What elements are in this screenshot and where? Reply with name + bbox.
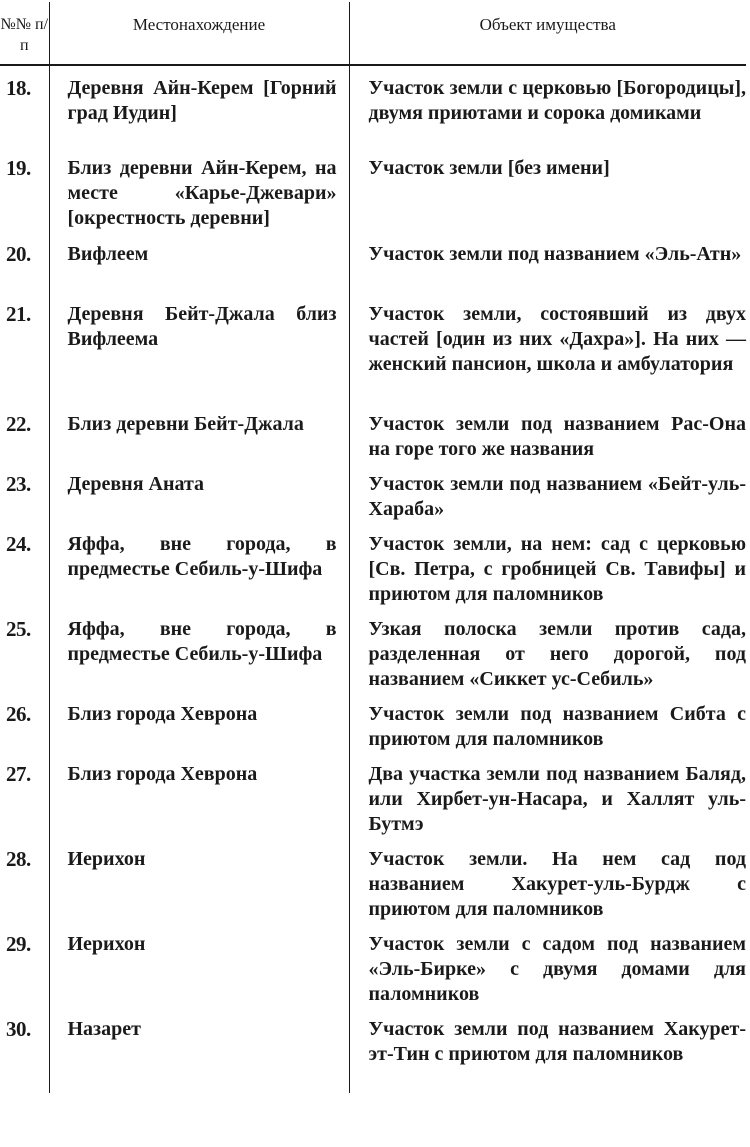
table-row	[0, 837, 746, 922]
property-table	[0, 2, 746, 1093]
table-row	[0, 692, 746, 752]
row-number: 23.	[0, 462, 49, 522]
row-number: 30.	[0, 1007, 49, 1093]
row-location: Деревня Айн-Керем [Горний град Иудин]	[49, 65, 349, 146]
row-object: Участок земли под названием Рас-Она на горе того же названия	[368, 413, 746, 460]
table-row	[0, 752, 746, 837]
row-location: Назарет	[49, 1007, 349, 1093]
table-row	[0, 65, 746, 146]
row-location: Яффа, вне города, в предместье Себиль-у-Шифа	[49, 607, 349, 692]
row-number: 29.	[0, 922, 49, 1007]
row-location: Вифлеем	[49, 232, 349, 292]
row-location: Деревня Бейт-Джала близ Вифлеема	[49, 292, 349, 402]
row-object: Участок земли с церковью [Богородицы], двумя приютами и сорока домиками	[368, 77, 746, 124]
table-row	[0, 1007, 746, 1093]
table-row	[0, 522, 746, 607]
table-row	[0, 232, 746, 292]
header-location: Местонахождение	[49, 2, 349, 65]
row-object: Участок земли. На нем сад под названием Хакурет-уль-Бурдж с приютом для паломников	[368, 848, 746, 920]
row-object: Участок земли под названием «Эль-Атн»	[368, 243, 742, 265]
row-object: Участок земли с садом под названием «Эль-Бирке» с двумя домами для паломников	[368, 933, 746, 1005]
row-number: 18.	[0, 65, 49, 146]
table-row	[0, 146, 746, 232]
row-location: Близ города Хеврона	[49, 752, 349, 837]
row-location: Иерихон	[49, 837, 349, 922]
row-location: Близ деревни Айн-Керем, на месте «Карье-Джевари» [окрестность деревни]	[49, 146, 349, 232]
table-body	[0, 65, 746, 1093]
row-object: Участок земли [без имени]	[368, 157, 610, 179]
header-row	[0, 2, 746, 65]
table-row	[0, 922, 746, 1007]
table-row	[0, 292, 746, 402]
row-number: 21.	[0, 292, 49, 402]
row-object: Участок земли под названием Хакурет-эт-Тин с приютом для паломников	[368, 1018, 746, 1065]
row-location: Деревня Аната	[49, 462, 349, 522]
row-number: 22.	[0, 402, 49, 462]
row-number: 26.	[0, 692, 49, 752]
table-header	[0, 2, 746, 65]
row-location: Близ города Хеврона	[49, 692, 349, 752]
row-object: Узкая полоска земли против сада, разделенная от него дорогой, под названием «Сиккет ус-Себиль»	[368, 618, 746, 690]
row-object: Два участка земли под названием Баляд, или Хирбет-ун-Насара, и Халлят уль-Бутмэ	[368, 763, 746, 835]
header-object: Объект имущества	[349, 2, 746, 65]
table-row	[0, 607, 746, 692]
row-number: 19.	[0, 146, 49, 232]
table-row	[0, 402, 746, 462]
header-number: №№ п/п	[0, 2, 49, 65]
row-location: Иерихон	[49, 922, 349, 1007]
row-object: Участок земли под названием Сибта с приютом для паломников	[368, 703, 746, 750]
row-number: 20.	[0, 232, 49, 292]
row-location: Близ деревни Бейт-Джала	[49, 402, 349, 462]
row-object: Участок земли, состоявший из двух частей [один из них «Дахра»]. На них — женский пансион, школа и амбулатория	[368, 303, 746, 375]
row-number: 27.	[0, 752, 49, 837]
row-object: Участок земли, на нем: сад с церковью [Св. Петра, с гробницей Св. Тавифы] и приютом для паломников	[368, 533, 746, 605]
row-number: 24.	[0, 522, 49, 607]
table-row	[0, 462, 746, 522]
row-number: 28.	[0, 837, 49, 922]
row-number: 25.	[0, 607, 49, 692]
row-location: Яффа, вне города, в предместье Себиль-у-Шифа	[49, 522, 349, 607]
row-object: Участок земли под названием «Бейт-уль-Хараба»	[368, 473, 746, 520]
